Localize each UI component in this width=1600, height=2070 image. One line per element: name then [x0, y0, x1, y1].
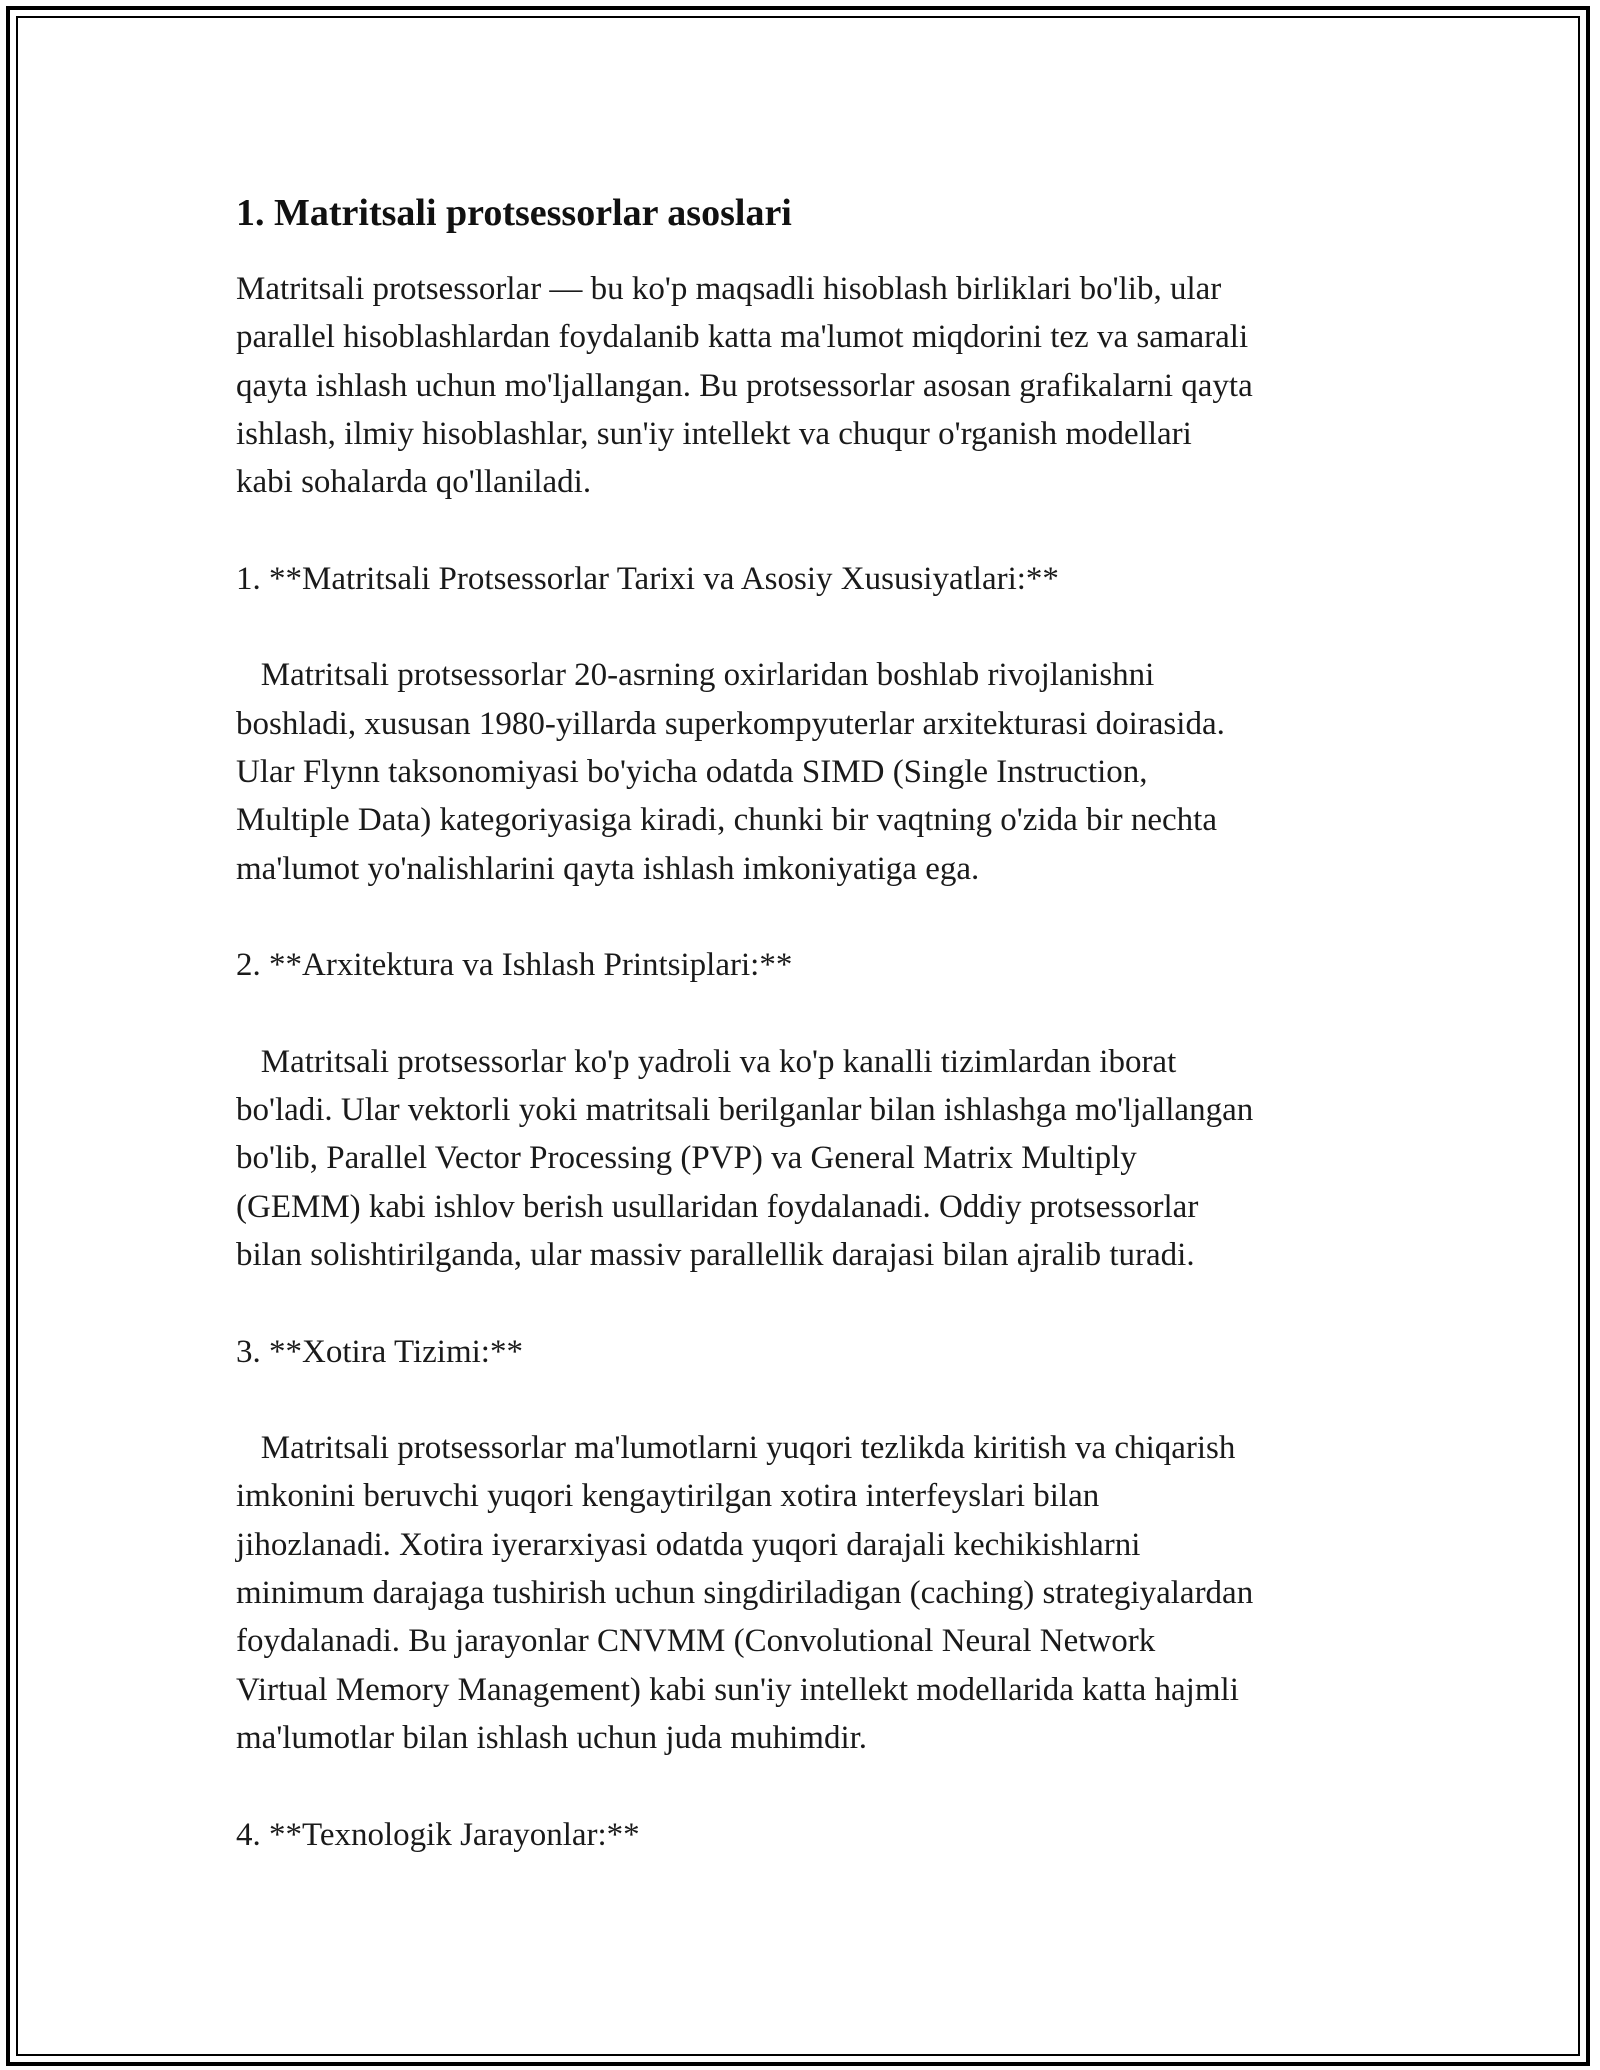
spacer — [236, 1376, 1376, 1424]
spacer — [236, 1762, 1376, 1810]
section-heading-technology: 4. **Texnologik Jarayonlar:** — [236, 1816, 640, 1853]
section-heading-memory: 3. **Xotira Tizimi:** — [236, 1333, 523, 1370]
section-body-history: Matritsali protsessorlar 20-asrning oxirlaridan boshlab rivojlanishni boshladi, xususan 1980-yillarda superkompyuterlar arxitekturasi doirasida. Ular Flynn taksonomiyasi bo'yicha odatda SIMD (Single Instruction, Multiple Data) kategoriyasiga kiradi, chunki bir vaqtning o'zida bir nechta ma'lumot yo'nalishlarini qayta ishlash imkoniyatiga ega. — [236, 657, 1225, 887]
section-heading-history: 1. **Matritsali Protsessorlar Tarixi va Asosiy Xususiyatlari:** — [236, 560, 1059, 597]
document-title: 1. Matritsali protsessorlar asoslari — [236, 192, 792, 234]
intro-paragraph: Matritsali protsessorlar — bu ko'p maqsadli hisoblash birliklari bo'lib, ular parallel hisoblashlardan foydalanib katta ma'lumot miqdorini tez va samarali qayta ishlash uchun mo'ljallangan. Bu protsessorlar asosan grafikalarni qayta ishlash, ilmiy hisoblashlar, sun'iy intellekt va chuqur o'rganish modellari kabi sohalarda qo'llaniladi. — [236, 271, 1253, 501]
spacer — [236, 893, 1376, 941]
spacer — [236, 506, 1376, 554]
section-body-memory: Matritsali protsessorlar ma'lumotlarni yuqori tezlikda kiritish va chiqarish imkonini beruvchi yuqori kengaytirilgan xotira interfeyslari bilan jihozlanadi. Xotira iyerarxiyasi odatda yuqori darajali kechikishlarni minimum darajaga tushirish uchun singdiriladigan (caching) strategiyalardan foydalanadi. Bu jarayonlar CNVMM (Convolutional Neural Network Virtual Memory Management) kabi sun'iy intellekt modellarida katta hajmli ma'lumotlar bilan ishlash uchun juda muhimdir. — [236, 1430, 1254, 1756]
spacer — [236, 989, 1376, 1037]
document-body — [236, 185, 1376, 1859]
spacer — [236, 603, 1376, 651]
section-body-architecture: Matritsali protsessorlar ko'p yadroli va ko'p kanalli tizimlardan iborat bo'ladi. Ular vektorli yoki matritsali berilganlar bilan ishlashga mo'ljallangan bo'lib, Parallel Vector Processing (PVP) va General Matrix Multiply (GEMM) kabi ishlov berish usullaridan foydalanadi. Oddiy protsessorlar bilan solishtirilganda, ular massiv parallellik darajasi bilan ajralib turadi. — [236, 1043, 1254, 1273]
spacer — [236, 1279, 1376, 1327]
section-heading-architecture: 2. **Arxitektura va Ishlash Printsiplari:** — [236, 947, 793, 984]
